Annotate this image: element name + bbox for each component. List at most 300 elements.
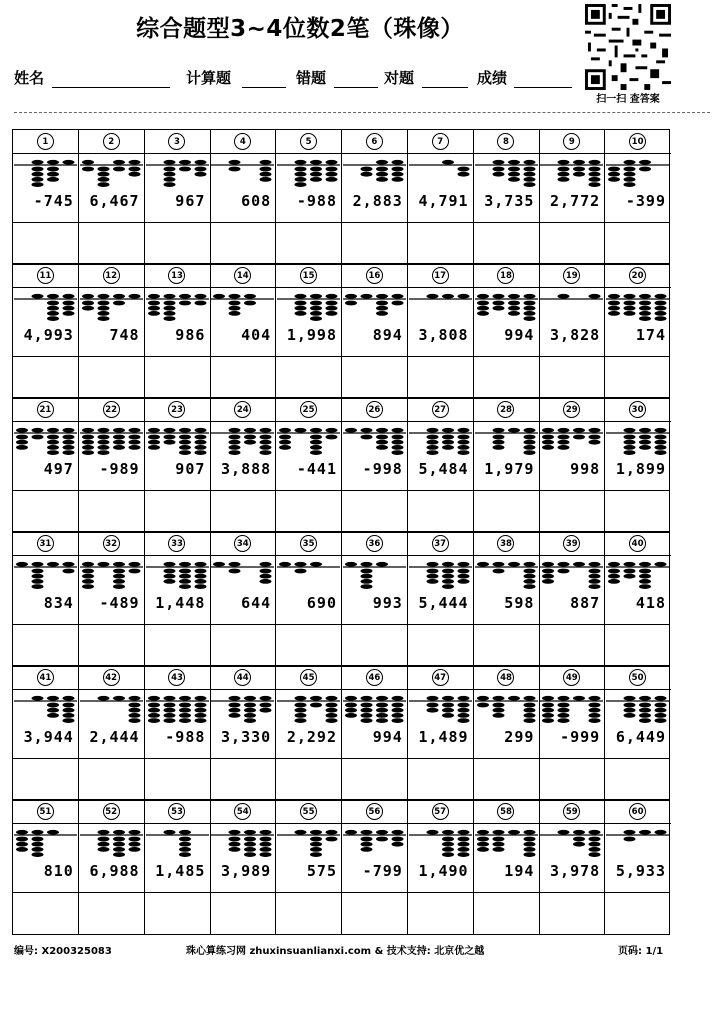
earth-bead bbox=[457, 703, 469, 708]
abacus-bead-image bbox=[14, 693, 77, 727]
earth-bead bbox=[16, 440, 28, 445]
earth-bead bbox=[32, 837, 44, 842]
heaven-bead bbox=[624, 428, 636, 433]
earth-bead bbox=[82, 574, 94, 579]
earth-bead bbox=[655, 450, 667, 455]
answer-box[interactable] bbox=[210, 491, 276, 532]
problem-number: 57 bbox=[432, 803, 449, 820]
earth-bead bbox=[477, 306, 489, 311]
problem-cell bbox=[13, 532, 79, 624]
earth-bead bbox=[63, 435, 75, 440]
earth-bead bbox=[244, 842, 256, 847]
heaven-bead bbox=[392, 160, 404, 165]
problem-cell bbox=[605, 532, 671, 624]
qr-code[interactable] bbox=[585, 4, 671, 90]
earth-bead bbox=[655, 440, 667, 445]
answer-box[interactable] bbox=[539, 625, 605, 666]
heaven-bead bbox=[163, 428, 175, 433]
answer-box[interactable] bbox=[408, 893, 474, 934]
heaven-bead bbox=[97, 830, 109, 835]
answer-box[interactable] bbox=[605, 491, 671, 532]
problem-answer: 4,791 bbox=[418, 192, 469, 210]
earth-bead bbox=[523, 450, 535, 455]
heaven-bead bbox=[508, 428, 520, 433]
earth-bead bbox=[492, 569, 504, 574]
heaven-bead bbox=[558, 428, 570, 433]
answer-box[interactable] bbox=[474, 759, 540, 800]
earth-bead bbox=[492, 172, 504, 177]
earth-bead bbox=[492, 703, 504, 708]
heaven-bead bbox=[655, 294, 667, 299]
earth-bead bbox=[244, 703, 256, 708]
earth-bead bbox=[573, 167, 585, 172]
heaven-bead bbox=[573, 562, 585, 567]
earth-bead bbox=[457, 440, 469, 445]
answer-box[interactable] bbox=[13, 625, 79, 666]
problem-cell bbox=[474, 666, 540, 758]
heaven-bead bbox=[326, 294, 338, 299]
problem-answer: 5,444 bbox=[418, 594, 469, 612]
heaven-bead bbox=[97, 428, 109, 433]
heaven-bead bbox=[426, 428, 438, 433]
answer-box[interactable] bbox=[79, 759, 145, 800]
heaven-bead bbox=[32, 294, 44, 299]
problem-cell bbox=[342, 130, 408, 222]
heaven-bead bbox=[492, 562, 504, 567]
heaven-bead bbox=[523, 160, 535, 165]
score-field[interactable] bbox=[514, 87, 572, 88]
earth-bead bbox=[492, 445, 504, 450]
earth-bead bbox=[229, 713, 241, 718]
earth-bead bbox=[655, 718, 667, 723]
earth-bead bbox=[639, 440, 651, 445]
earth-bead bbox=[523, 182, 535, 187]
earth-bead bbox=[523, 177, 535, 182]
answer-box[interactable] bbox=[539, 759, 605, 800]
abacus-bead-image bbox=[540, 559, 603, 593]
earth-bead bbox=[457, 579, 469, 584]
earth-bead bbox=[457, 569, 469, 574]
heaven-bead bbox=[310, 696, 322, 701]
problem-cell bbox=[605, 800, 671, 892]
earth-bead bbox=[639, 311, 651, 316]
answer-box[interactable] bbox=[210, 357, 276, 398]
answer-box[interactable] bbox=[13, 357, 79, 398]
earth-bead bbox=[63, 440, 75, 445]
earth-bead bbox=[558, 172, 570, 177]
earth-bead bbox=[523, 445, 535, 450]
earth-bead bbox=[326, 306, 338, 311]
answer-box[interactable] bbox=[276, 223, 342, 264]
problem-cell bbox=[210, 532, 276, 624]
answer-box[interactable] bbox=[145, 893, 211, 934]
problem-number: 48 bbox=[497, 669, 514, 686]
answer-box[interactable] bbox=[13, 893, 79, 934]
heaven-bead bbox=[32, 696, 44, 701]
earth-bead bbox=[194, 703, 206, 708]
problem-answer: 3,888 bbox=[221, 460, 272, 478]
earth-bead bbox=[624, 713, 636, 718]
earth-bead bbox=[179, 579, 191, 584]
answer-box[interactable] bbox=[605, 223, 671, 264]
answer-box[interactable] bbox=[342, 893, 408, 934]
earth-bead bbox=[279, 440, 291, 445]
answer-box[interactable] bbox=[79, 625, 145, 666]
earth-bead bbox=[426, 440, 438, 445]
heaven-bead bbox=[376, 696, 388, 701]
answer-box[interactable] bbox=[79, 893, 145, 934]
earth-bead bbox=[442, 584, 454, 589]
earth-bead bbox=[229, 837, 241, 842]
earth-bead bbox=[260, 852, 272, 857]
heaven-bead bbox=[589, 294, 601, 299]
earth-bead bbox=[542, 703, 554, 708]
abacus-bead-image bbox=[277, 425, 340, 459]
heaven-bead bbox=[361, 428, 373, 433]
earth-bead bbox=[179, 167, 191, 172]
earth-bead bbox=[310, 847, 322, 852]
answer-box[interactable] bbox=[474, 357, 540, 398]
problem-answer: 6,467 bbox=[89, 192, 140, 210]
earth-bead bbox=[32, 847, 44, 852]
abacus-bead-image bbox=[409, 291, 472, 325]
heaven-bead bbox=[361, 562, 373, 567]
heaven-bead bbox=[573, 428, 585, 433]
abacus-bead-image bbox=[80, 827, 143, 861]
problem-number: 13 bbox=[168, 267, 185, 284]
heaven-bead bbox=[244, 696, 256, 701]
heaven-bead bbox=[82, 160, 94, 165]
problem-cell bbox=[145, 532, 211, 624]
heaven-bead bbox=[113, 696, 125, 701]
problem-cell bbox=[408, 130, 474, 222]
heaven-bead bbox=[63, 696, 75, 701]
problem-answer: 575 bbox=[306, 862, 337, 880]
abacus-bead-image bbox=[606, 693, 669, 727]
problem-cell bbox=[79, 264, 145, 356]
problem-cell bbox=[539, 800, 605, 892]
abacus-bead-image bbox=[80, 291, 143, 325]
answer-box[interactable] bbox=[342, 223, 408, 264]
earth-bead bbox=[392, 177, 404, 182]
heaven-bead bbox=[589, 830, 601, 835]
earth-bead bbox=[128, 569, 140, 574]
earth-bead bbox=[163, 306, 175, 311]
earth-bead bbox=[32, 574, 44, 579]
earth-bead bbox=[97, 167, 109, 172]
earth-bead bbox=[260, 579, 272, 584]
earth-bead bbox=[477, 703, 489, 708]
answer-box[interactable] bbox=[605, 357, 671, 398]
earth-bead bbox=[229, 440, 241, 445]
answer-box[interactable] bbox=[276, 759, 342, 800]
problem-answer: 967 bbox=[175, 192, 206, 210]
earth-bead bbox=[376, 837, 388, 842]
heaven-bead bbox=[128, 294, 140, 299]
earth-bead bbox=[492, 713, 504, 718]
answer-box[interactable] bbox=[408, 759, 474, 800]
answer-box[interactable] bbox=[605, 893, 671, 934]
earth-bead bbox=[163, 718, 175, 723]
earth-bead bbox=[523, 579, 535, 584]
answer-box[interactable] bbox=[145, 625, 211, 666]
earth-bead bbox=[194, 579, 206, 584]
abacus-bead-image bbox=[14, 827, 77, 861]
answer-box[interactable] bbox=[342, 625, 408, 666]
earth-bead bbox=[179, 847, 191, 852]
answer-box[interactable] bbox=[474, 491, 540, 532]
answer-box[interactable] bbox=[539, 491, 605, 532]
problem-cell bbox=[210, 398, 276, 490]
heaven-bead bbox=[113, 160, 125, 165]
earth-bead bbox=[310, 445, 322, 450]
heaven-bead bbox=[163, 696, 175, 701]
earth-bead bbox=[148, 311, 160, 316]
earth-bead bbox=[392, 837, 404, 842]
problem-answer: 748 bbox=[109, 326, 140, 344]
answer-box[interactable] bbox=[342, 491, 408, 532]
earth-bead bbox=[492, 435, 504, 440]
earth-bead bbox=[426, 569, 438, 574]
problem-cell bbox=[474, 532, 540, 624]
earth-bead bbox=[47, 172, 59, 177]
problem-answer: 3,944 bbox=[23, 728, 74, 746]
problem-cell bbox=[145, 398, 211, 490]
heaven-bead bbox=[639, 428, 651, 433]
heaven-bead bbox=[194, 428, 206, 433]
earth-bead bbox=[589, 579, 601, 584]
earth-bead bbox=[639, 569, 651, 574]
earth-bead bbox=[148, 301, 160, 306]
heaven-bead bbox=[310, 428, 322, 433]
answer-box[interactable] bbox=[276, 491, 342, 532]
earth-bead bbox=[310, 177, 322, 182]
earth-bead bbox=[128, 847, 140, 852]
heaven-bead bbox=[492, 428, 504, 433]
score-label: 成绩 bbox=[477, 69, 508, 87]
abacus-bead-image bbox=[146, 291, 209, 325]
problem-number: 30 bbox=[629, 401, 646, 418]
abacus-bead-image bbox=[475, 559, 538, 593]
earth-bead bbox=[392, 301, 404, 306]
heaven-bead bbox=[345, 830, 357, 835]
earth-bead bbox=[32, 435, 44, 440]
abacus-bead-image bbox=[80, 693, 143, 727]
earth-bead bbox=[376, 718, 388, 723]
problem-number: 38 bbox=[497, 535, 514, 552]
answer-box[interactable] bbox=[474, 625, 540, 666]
answer-box[interactable] bbox=[210, 625, 276, 666]
problem-number: 18 bbox=[497, 267, 514, 284]
answer-box[interactable] bbox=[13, 491, 79, 532]
abacus-bead-image bbox=[146, 157, 209, 191]
earth-bead bbox=[113, 847, 125, 852]
abacus-bead-image bbox=[540, 157, 603, 191]
answer-box[interactable] bbox=[79, 491, 145, 532]
earth-bead bbox=[442, 847, 454, 852]
heaven-bead bbox=[326, 160, 338, 165]
heaven-bead bbox=[655, 428, 667, 433]
earth-bead bbox=[345, 713, 357, 718]
problem-answer: 2,444 bbox=[89, 728, 140, 746]
student-info-row bbox=[14, 67, 584, 91]
answer-box[interactable] bbox=[13, 759, 79, 800]
heaven-bead bbox=[213, 562, 225, 567]
wrong-field[interactable] bbox=[334, 87, 378, 88]
abacus-bead-image bbox=[277, 559, 340, 593]
heaven-bead bbox=[244, 428, 256, 433]
earth-bead bbox=[47, 708, 59, 713]
abacus-bead-image bbox=[606, 827, 669, 861]
answer-box[interactable] bbox=[408, 625, 474, 666]
problem-section bbox=[12, 531, 670, 667]
answer-box[interactable] bbox=[276, 357, 342, 398]
earth-bead bbox=[63, 306, 75, 311]
earth-bead bbox=[477, 301, 489, 306]
answer-box[interactable] bbox=[79, 357, 145, 398]
earth-bead bbox=[477, 842, 489, 847]
problem-answer: 418 bbox=[635, 594, 666, 612]
earth-bead bbox=[163, 435, 175, 440]
earth-bead bbox=[589, 167, 601, 172]
earth-bead bbox=[589, 435, 601, 440]
right-field[interactable] bbox=[422, 87, 468, 88]
earth-bead bbox=[179, 450, 191, 455]
earth-bead bbox=[508, 177, 520, 182]
earth-bead bbox=[492, 306, 504, 311]
problem-cell bbox=[210, 800, 276, 892]
answer-box[interactable] bbox=[605, 759, 671, 800]
earth-bead bbox=[457, 450, 469, 455]
answer-box[interactable] bbox=[210, 223, 276, 264]
abacus-bead-image bbox=[475, 693, 538, 727]
earth-bead bbox=[97, 837, 109, 842]
earth-bead bbox=[426, 574, 438, 579]
answer-box[interactable] bbox=[342, 759, 408, 800]
problem-number: 28 bbox=[497, 401, 514, 418]
earth-bead bbox=[63, 301, 75, 306]
problem-answer: -999 bbox=[560, 728, 601, 746]
earth-bead bbox=[148, 306, 160, 311]
heaven-bead bbox=[260, 562, 272, 567]
earth-bead bbox=[392, 450, 404, 455]
answer-box[interactable] bbox=[13, 223, 79, 264]
name-field[interactable] bbox=[52, 87, 170, 88]
heaven-bead bbox=[229, 830, 241, 835]
heaven-bead bbox=[608, 562, 620, 567]
answer-box[interactable] bbox=[210, 759, 276, 800]
earth-bead bbox=[361, 579, 373, 584]
answer-box[interactable] bbox=[605, 625, 671, 666]
problem-number: 33 bbox=[168, 535, 185, 552]
answer-box[interactable] bbox=[145, 357, 211, 398]
answer-box[interactable] bbox=[342, 357, 408, 398]
answer-box[interactable] bbox=[539, 893, 605, 934]
problem-cell bbox=[474, 398, 540, 490]
earth-bead bbox=[508, 172, 520, 177]
earth-bead bbox=[376, 440, 388, 445]
earth-bead bbox=[608, 574, 620, 579]
earth-bead bbox=[523, 713, 535, 718]
earth-bead bbox=[457, 708, 469, 713]
problem-number: 58 bbox=[497, 803, 514, 820]
earth-bead bbox=[310, 842, 322, 847]
earth-bead bbox=[589, 703, 601, 708]
abacus-bead-image bbox=[211, 827, 274, 861]
earth-bead bbox=[32, 584, 44, 589]
total-field[interactable] bbox=[242, 87, 286, 88]
earth-bead bbox=[163, 172, 175, 177]
heaven-bead bbox=[392, 696, 404, 701]
earth-bead bbox=[113, 445, 125, 450]
answer-box[interactable] bbox=[79, 223, 145, 264]
earth-bead bbox=[573, 435, 585, 440]
earth-bead bbox=[639, 579, 651, 584]
footer-site: 珠心算练习网 zhuxinsuanlianxi.com & 技术支持: 北京优之越 bbox=[186, 946, 485, 957]
answer-box[interactable] bbox=[276, 893, 342, 934]
answer-box[interactable] bbox=[408, 491, 474, 532]
earth-bead bbox=[624, 306, 636, 311]
earth-bead bbox=[442, 435, 454, 440]
answer-box[interactable] bbox=[408, 223, 474, 264]
earth-bead bbox=[361, 713, 373, 718]
earth-bead bbox=[426, 579, 438, 584]
answer-box[interactable] bbox=[408, 357, 474, 398]
problem-number: 45 bbox=[300, 669, 317, 686]
answer-box[interactable] bbox=[276, 625, 342, 666]
earth-bead bbox=[229, 167, 241, 172]
problem-number: 5 bbox=[300, 133, 317, 150]
abacus-bead-image bbox=[14, 291, 77, 325]
earth-bead bbox=[128, 713, 140, 718]
answer-box[interactable] bbox=[539, 357, 605, 398]
answer-box[interactable] bbox=[145, 223, 211, 264]
earth-bead bbox=[492, 440, 504, 445]
heaven-bead bbox=[457, 428, 469, 433]
answer-box[interactable] bbox=[210, 893, 276, 934]
heaven-bead bbox=[260, 830, 272, 835]
problem-cell bbox=[145, 264, 211, 356]
problem-number: 36 bbox=[366, 535, 383, 552]
heaven-bead bbox=[47, 428, 59, 433]
earth-bead bbox=[47, 306, 59, 311]
earth-bead bbox=[392, 440, 404, 445]
heaven-bead bbox=[639, 696, 651, 701]
heaven-bead bbox=[32, 428, 44, 433]
earth-bead bbox=[624, 574, 636, 579]
answer-box[interactable] bbox=[145, 491, 211, 532]
heaven-bead bbox=[426, 294, 438, 299]
answer-box[interactable] bbox=[539, 223, 605, 264]
answer-box[interactable] bbox=[145, 759, 211, 800]
earth-bead bbox=[163, 574, 175, 579]
heaven-bead bbox=[179, 830, 191, 835]
earth-bead bbox=[260, 440, 272, 445]
problem-number: 1 bbox=[37, 133, 54, 150]
heaven-bead bbox=[558, 696, 570, 701]
earth-bead bbox=[97, 316, 109, 321]
heaven-bead bbox=[508, 562, 520, 567]
earth-bead bbox=[63, 445, 75, 450]
heaven-bead bbox=[508, 160, 520, 165]
heaven-bead bbox=[229, 562, 241, 567]
earth-bead bbox=[128, 718, 140, 723]
earth-bead bbox=[260, 837, 272, 842]
answer-box[interactable] bbox=[474, 223, 540, 264]
answer-box[interactable] bbox=[474, 893, 540, 934]
earth-bead bbox=[113, 584, 125, 589]
earth-bead bbox=[639, 584, 651, 589]
